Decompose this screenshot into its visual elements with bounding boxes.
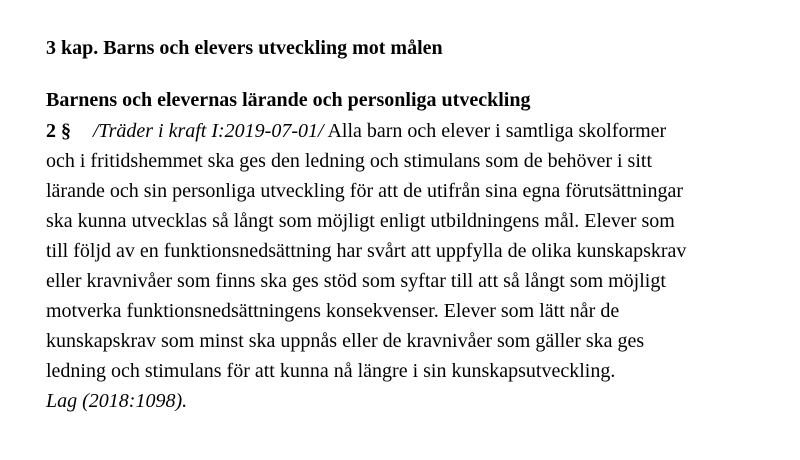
paragraph-line: eller kravnivåer som finns ska ges stöd som syftar till att så långt som möjligt [46,270,666,292]
section-heading: Barnens och elevernas lärande och personliga utveckling [46,89,531,111]
document-page [46,34,786,416]
law-reference: Lag (2018:1098). [46,390,188,412]
effective-date-note: /Träder i kraft I:2019-07-01/ [93,120,324,142]
paragraph-line: och i fritidshemmet ska ges den ledning och stimulans som de behöver i sitt [46,150,653,172]
paragraph-line: kunskapskrav som minst ska uppnås eller de kravnivåer som gäller ska ges [46,330,645,352]
paragraph-text: Alla barn och elever i samtliga skolformer [323,120,667,142]
paragraph-line: motverka funktionsnedsättningens konsekvenser. Elever som lätt når de [46,300,620,322]
paragraph-line: lärande och sin personliga utveckling för att de utifrån sina egna förutsättningar [46,180,684,202]
paragraph-line: ska kunna utvecklas så långt som möjligt enligt utbildningens mål. Elever som [46,210,675,232]
paragraph-2 [46,116,786,416]
paragraph-number: 2 § [46,120,71,142]
paragraph-line [46,116,786,146]
paragraph-line: ledning och stimulans för att kunna nå längre i sin kunskapsutveckling. [46,360,616,382]
paragraph-line: till följd av en funktionsnedsättning har svårt att uppfylla de olika kunskapskrav [46,240,687,262]
chapter-heading: 3 kap. Barns och elevers utveckling mot målen [46,37,443,59]
